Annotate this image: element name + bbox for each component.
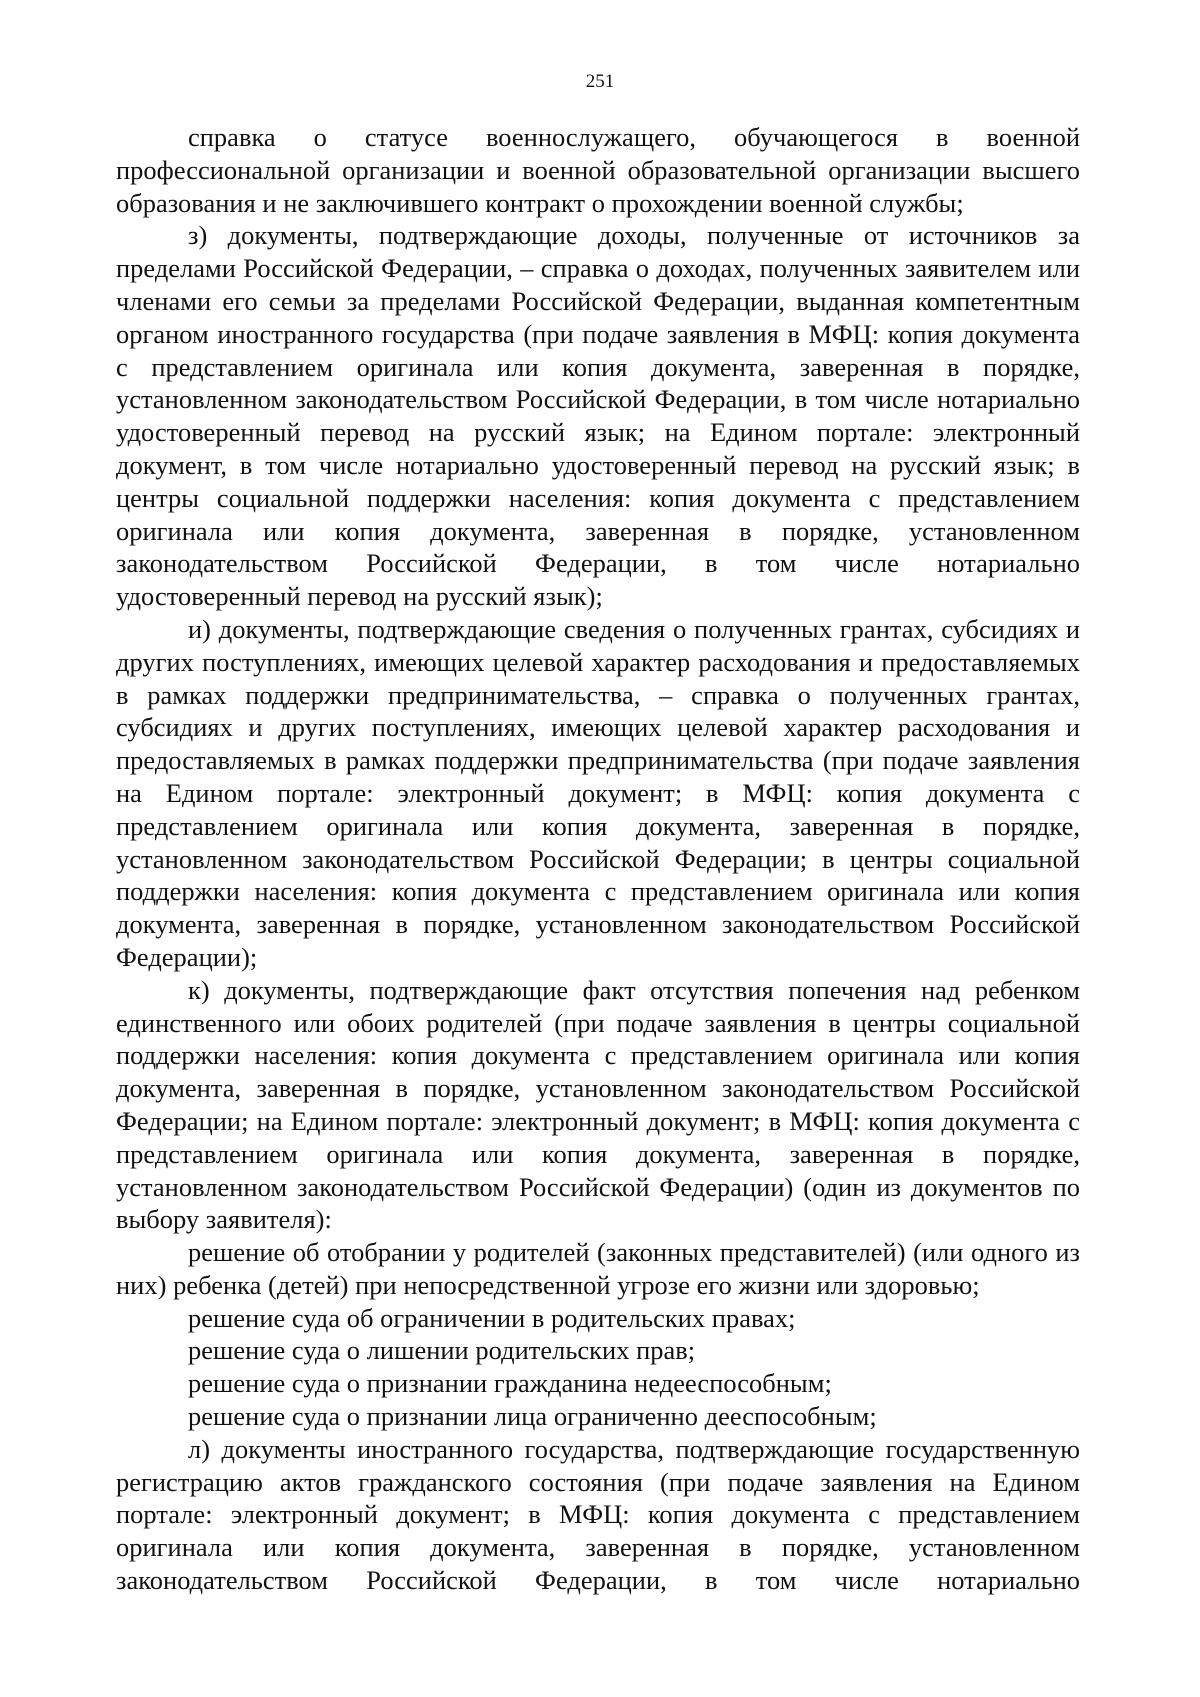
paragraph-military-student-certificate: справка о статусе военнослужащего, обучающегося в военной профессиональной организации и военной образовательной организации высшего образования и не заключившего контракт о прохождении военной службы; xyxy=(116,122,1080,218)
paragraph-court-decision-deprivation-rights: решение суда о лишении родительских прав; xyxy=(188,1335,696,1366)
paragraph-item-k-lack-of-parental-care: к) документы, подтверждающие факт отсутствия попечения над ребенком единственного или обоих родителей (при подаче заявления в центры социальной поддержки населения: копия документа с представлением оригинала или копия документа, заверенная в порядке, установленном законодательством Российской Федерации; на Едином портале: электронный документ; в МФЦ: копия документа с представлением оригинала или копия документа, заверенная в порядке, установленном законодательством Российской Федерации) (один из документов по выбору заявителя): xyxy=(116,974,1080,1235)
paragraph-court-decision-restriction-rights: решение суда об ограничении в родительских правах; xyxy=(188,1302,796,1333)
document-body xyxy=(116,121,1080,1597)
paragraph-item-z-foreign-income: з) документы, подтверждающие доходы, полученные от источников за пределами Российской Федерации, – справка о доходах, полученных заявителем или членами его семьи за пределами Российской Федерации, выданная компетентным органом иностранного государства (при подаче заявления в МФЦ: копия документа с представлением оригинала или копия документа, заверенная в порядке, установленном законодательством Российской Федерации, в том числе нотариально удостоверенный перевод на русский язык; на Едином портале: электронный документ, в том числе нотариально удостоверенный перевод на русский язык; в центры социальной поддержки населения: копия документа с представлением оригинала или копия документа, заверенная в порядке, установленном законодательством Российской Федерации, в том числе нотариально удостоверенный перевод на русский язык); xyxy=(116,220,1080,612)
page-number: 251 xyxy=(585,71,615,92)
paragraph-court-decision-limited-capacity: решение суда о признании лица ограниченно дееспособным; xyxy=(188,1401,877,1432)
paragraph-court-decision-incapacity: решение суда о признании гражданина недееспособным; xyxy=(188,1368,832,1399)
paragraph-item-l-foreign-civil-registration: л) документы иностранного государства, подтверждающие государственную регистрацию актов гражданского состояния (при подаче заявления на Едином портале: электронный документ; в МФЦ: копия документа с представлением оригинала или копия документа, заверенная в порядке, установленном законодательством Российской Федерации, в том числе нотариально xyxy=(116,1433,1080,1596)
paragraph-item-i-grants-subsidies: и) документы, подтверждающие сведения о полученных грантах, субсидиях и других поступлениях, имеющих целевой характер расходования и предоставляемых в рамках поддержки предпринимательства, – справка о полученных грантах, субсидиях и других поступлениях, имеющих целевой характер расходования и предоставляемых в рамках поддержки предпринимательства (при подаче заявления на Едином портале: электронный документ; в МФЦ: копия документа с представлением оригинала или копия документа, заверенная в порядке, установленном законодательством Российской Федерации; в центры социальной поддержки населения: копия документа с представлением оригинала или копия документа, заверенная в порядке, установленном законодательством Российской Федерации); xyxy=(116,613,1080,972)
paragraph-decision-removal-of-child: решение об отобрании у родителей (законных представителей) (или одного из них) ребенка (детей) при непосредственной угрозе его жизни или здоровью; xyxy=(116,1237,1080,1300)
